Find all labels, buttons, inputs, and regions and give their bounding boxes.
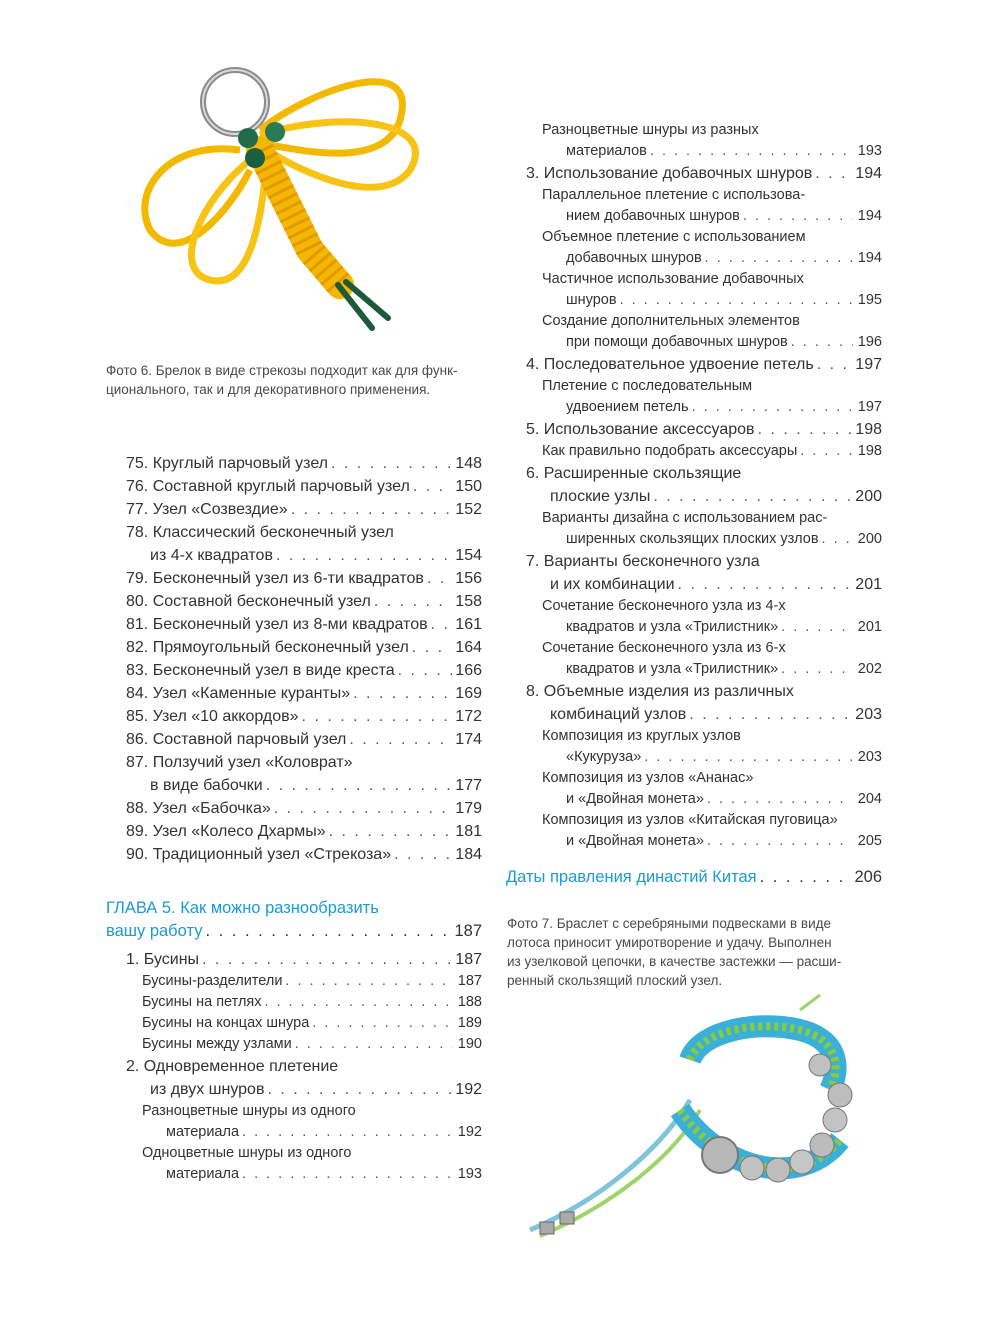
toc-entry-title: Разноцветные шнуры из одного bbox=[142, 1103, 356, 1119]
toc-entry[interactable] bbox=[526, 353, 882, 376]
toc-entry-title-cont: в виде бабочки bbox=[150, 777, 263, 794]
toc-entry-page: 196 bbox=[857, 334, 882, 350]
toc-entry-page: 190 bbox=[457, 1036, 482, 1052]
toc-entry[interactable] bbox=[126, 475, 482, 498]
toc-entry-page: 193 bbox=[457, 1166, 482, 1182]
toc-entry[interactable] bbox=[526, 768, 882, 810]
toc-entry-page: 197 bbox=[857, 399, 882, 415]
toc-entry[interactable] bbox=[126, 1013, 482, 1034]
toc-entry-title-cont: материала bbox=[166, 1166, 240, 1182]
toc-entry-page: 189 bbox=[457, 1015, 482, 1031]
toc-entry-page: 194 bbox=[857, 250, 882, 266]
toc-entry-page: 187 bbox=[457, 973, 482, 989]
toc-entry-title: Разноцветные шнуры из разных bbox=[542, 122, 759, 138]
toc-entry-title-cont: материала bbox=[166, 1124, 240, 1140]
toc-entry-page: 201 bbox=[855, 576, 882, 593]
toc-entry[interactable] bbox=[526, 418, 882, 441]
toc-entry-title: 5. Использование аксессуаров bbox=[526, 421, 755, 438]
toc-entry[interactable] bbox=[126, 659, 482, 682]
toc-entry-title: Сочетание бесконечного узла из 4-х bbox=[542, 598, 786, 614]
toc-entry[interactable] bbox=[526, 680, 882, 726]
toc-entry[interactable] bbox=[526, 269, 882, 311]
left-toc-chapter5 bbox=[126, 948, 482, 1185]
toc-entry[interactable] bbox=[126, 843, 482, 866]
right-toc bbox=[526, 120, 882, 852]
toc-entry-page: 179 bbox=[455, 800, 482, 817]
toc-entry[interactable] bbox=[126, 1055, 482, 1101]
chapter5-page: 187 bbox=[454, 922, 482, 940]
toc-entry[interactable] bbox=[526, 162, 882, 185]
toc-entry-title: 81. Бесконечный узел из 8-ми квадратов bbox=[126, 616, 428, 633]
toc-entry[interactable] bbox=[126, 820, 482, 843]
toc-entry-title: 82. Прямоугольный бесконечный узел bbox=[126, 639, 409, 656]
toc-entry-page: 152 bbox=[455, 501, 482, 518]
toc-entry-title: 75. Круглый парчовый узел bbox=[126, 455, 329, 472]
toc-entry-page: 192 bbox=[455, 1081, 482, 1098]
toc-entry-page: 169 bbox=[455, 685, 482, 702]
dynasties-entry[interactable] bbox=[506, 866, 882, 889]
toc-entry-title-cont: квадратов и узла «Трилистник» bbox=[566, 661, 779, 677]
toc-entry-page: 174 bbox=[455, 731, 482, 748]
toc-entry-title-cont: из 4-х квадратов bbox=[150, 547, 273, 564]
toc-entry[interactable] bbox=[126, 613, 482, 636]
toc-entry-page: 177 bbox=[455, 777, 482, 794]
toc-entry-page: 203 bbox=[857, 749, 882, 765]
toc-entry-title: 2. Одновременное плетение bbox=[126, 1058, 339, 1075]
toc-entry[interactable] bbox=[526, 227, 882, 269]
toc-entry-title: Объемное плетение с использованием bbox=[542, 229, 806, 245]
toc-entry-page: 202 bbox=[857, 661, 882, 677]
toc-entry-title-cont: шнуров bbox=[566, 292, 617, 308]
toc-entry[interactable] bbox=[126, 498, 482, 521]
toc-entry[interactable] bbox=[526, 462, 882, 508]
toc-entry-title-cont: комбинаций узлов bbox=[550, 706, 687, 723]
toc-entry-title: 77. Узел «Созвездие» bbox=[126, 501, 288, 518]
toc-entry-title: Бусины-разделители bbox=[142, 973, 283, 989]
toc-entry-title: Варианты дизайна с использованием рас- bbox=[542, 510, 828, 526]
toc-entry-title: 78. Классический бесконечный узел bbox=[126, 524, 394, 541]
toc-entry-title: Одноцветные шнуры из одного bbox=[142, 1145, 352, 1161]
toc-entry-title: 84. Узел «Каменные куранты» bbox=[126, 685, 351, 702]
photo6-caption: Фото 6. Брелок в виде стрекозы подходит как для функ- ционального, так и для декоративного применения. bbox=[106, 363, 458, 397]
toc-entry-title: Композиция из узлов «Ананас» bbox=[542, 770, 754, 786]
toc-entry[interactable] bbox=[126, 636, 482, 659]
chapter5-title-line1: ГЛАВА 5. Как можно разнообразить bbox=[106, 899, 379, 917]
toc-entry-page: 203 bbox=[855, 706, 882, 723]
toc-entry-title: Параллельное плетение с использова- bbox=[542, 187, 806, 203]
toc-entry-title: 83. Бесконечный узел в виде креста bbox=[126, 662, 395, 679]
toc-entry-title: 88. Узел «Бабочка» bbox=[126, 800, 271, 817]
toc-entry-title: 86. Составной парчовый узел bbox=[126, 731, 347, 748]
toc-entry[interactable] bbox=[126, 1143, 482, 1185]
toc-entry-title-cont: и «Двойная монета» bbox=[566, 791, 704, 807]
toc-entry-title: 90. Традиционный узел «Стрекоза» bbox=[126, 846, 392, 863]
toc-entry[interactable] bbox=[526, 810, 882, 852]
toc-entry-title-cont: и их комбинации bbox=[550, 576, 675, 593]
dynasties-page: 206 bbox=[854, 868, 882, 886]
toc-entry-page: 166 bbox=[455, 662, 482, 679]
toc-entry[interactable] bbox=[126, 682, 482, 705]
toc-entry[interactable] bbox=[126, 705, 482, 728]
toc-entry-page: 187 bbox=[455, 951, 482, 968]
toc-entry-title: 8. Объемные изделия из различных bbox=[526, 683, 794, 700]
toc-entry-title: Как правильно подобрать аксессуары bbox=[542, 443, 798, 459]
toc-entry-title: Композиция из узлов «Китайская пуговица» bbox=[542, 812, 838, 828]
toc-entry[interactable] bbox=[126, 971, 482, 992]
toc-entry[interactable] bbox=[126, 567, 482, 590]
toc-entry[interactable] bbox=[126, 1034, 482, 1055]
toc-entry-page: 193 bbox=[857, 143, 882, 159]
toc-entry-title: Бусины на петлях bbox=[142, 994, 262, 1010]
toc-entry-title: 3. Использование добавочных шнуров bbox=[526, 165, 813, 182]
toc-entry-title: 6. Расширенные скользящие bbox=[526, 465, 742, 482]
toc-entry[interactable] bbox=[126, 797, 482, 820]
toc-entry-title-cont: ширенных скользящих плоских узлов bbox=[566, 531, 819, 547]
chapter5-heading[interactable] bbox=[106, 897, 482, 943]
toc-entry-title: Бусины на концах шнура bbox=[142, 1015, 310, 1031]
toc-entry-page: 198 bbox=[855, 421, 882, 438]
toc-entry-page: 161 bbox=[455, 616, 482, 633]
toc-entry-title-cont: из двух шнуров bbox=[150, 1081, 265, 1098]
toc-entry-title: Создание дополнительных элементов bbox=[542, 313, 800, 329]
toc-entry[interactable] bbox=[526, 638, 882, 680]
toc-entry[interactable] bbox=[526, 726, 882, 768]
toc-entry-page: 148 bbox=[455, 455, 482, 472]
toc-entry-title-cont: и «Двойная монета» bbox=[566, 833, 704, 849]
toc-entry-title-cont: «Кукуруза» bbox=[566, 749, 642, 765]
toc-entry[interactable] bbox=[526, 596, 882, 638]
toc-entry-title: Сочетание бесконечного узла из 6-х bbox=[542, 640, 786, 656]
toc-entry-page: 158 bbox=[455, 593, 482, 610]
toc-entry-page: 204 bbox=[857, 791, 882, 807]
toc-entry[interactable] bbox=[126, 521, 482, 567]
toc-entry[interactable] bbox=[126, 992, 482, 1013]
toc-entry[interactable] bbox=[126, 590, 482, 613]
toc-entry-page: 205 bbox=[857, 833, 882, 849]
toc-entry-page: 200 bbox=[857, 531, 882, 547]
toc-entry-page: 150 bbox=[455, 478, 482, 495]
toc-entry-title-cont: добавочных шнуров bbox=[566, 250, 702, 266]
toc-entry-title: 85. Узел «10 аккордов» bbox=[126, 708, 299, 725]
toc-entry-page: 194 bbox=[857, 208, 882, 224]
toc-entry-page: 156 bbox=[455, 570, 482, 587]
toc-entry-page: 154 bbox=[455, 547, 482, 564]
lotus-bracelet-photo bbox=[520, 990, 900, 1250]
toc-entry-title-cont: материалов bbox=[566, 143, 647, 159]
photo7-caption: Фото 7. Браслет с серебряными подвесками в виде лотоса приносит умиротворение и удачу. Выполнен из узелковой цепочки, в качестве застежки — расши- ренный скользящий плоский узел. bbox=[507, 916, 842, 988]
toc-entry[interactable] bbox=[126, 452, 482, 475]
chapter5-title-line2: вашу работу bbox=[106, 922, 203, 940]
dragonfly-keychain-photo bbox=[110, 60, 490, 360]
toc-entry-page: 200 bbox=[855, 488, 882, 505]
toc-entry[interactable] bbox=[526, 311, 882, 353]
dynasties-title: Даты правления династий Китая bbox=[506, 868, 757, 886]
toc-entry-page: 201 bbox=[857, 619, 882, 635]
toc-entry-title-cont: квадратов и узла «Трилистник» bbox=[566, 619, 779, 635]
toc-entry-title: Плетение с последовательным bbox=[542, 378, 753, 394]
toc-entry-title: 87. Ползучий узел «Коловрат» bbox=[126, 754, 353, 771]
toc-entry[interactable] bbox=[126, 728, 482, 751]
toc-entry[interactable] bbox=[526, 550, 882, 596]
toc-entry-title: 79. Бесконечный узел из 6-ти квадратов bbox=[126, 570, 424, 587]
toc-entry-title-cont: при помощи добавочных шнуров bbox=[566, 334, 788, 350]
toc-entry[interactable] bbox=[126, 948, 482, 971]
toc-entry[interactable] bbox=[526, 120, 882, 162]
toc-entry-page: 184 bbox=[455, 846, 482, 863]
toc-entry[interactable] bbox=[526, 441, 882, 462]
toc-entry[interactable] bbox=[526, 508, 882, 550]
toc-entry-page: 198 bbox=[857, 443, 882, 459]
toc-entry-page: 192 bbox=[457, 1124, 482, 1140]
toc-entry-page: 188 bbox=[457, 994, 482, 1010]
toc-entry[interactable] bbox=[526, 185, 882, 227]
left-toc bbox=[126, 452, 482, 866]
toc-entry-title: 80. Составной бесконечный узел bbox=[126, 593, 371, 610]
toc-entry[interactable] bbox=[126, 751, 482, 797]
toc-entry[interactable] bbox=[526, 376, 882, 418]
toc-entry-title: 4. Последовательное удвоение петель bbox=[526, 356, 814, 373]
toc-entry-title: 1. Бусины bbox=[126, 951, 200, 968]
toc-entry-title-cont: плоские узлы bbox=[550, 488, 651, 505]
toc-entry-page: 172 bbox=[455, 708, 482, 725]
toc-entry-title-cont: нием добавочных шнуров bbox=[566, 208, 740, 224]
toc-entry-page: 181 bbox=[455, 823, 482, 840]
toc-entry-page: 194 bbox=[855, 165, 882, 182]
toc-entry-title: Бусины между узлами bbox=[142, 1036, 292, 1052]
toc-entry-title: Композиция из круглых узлов bbox=[542, 728, 741, 744]
toc-entry-page: 197 bbox=[855, 356, 882, 373]
toc-entry-title-cont: удвоением петель bbox=[566, 399, 689, 415]
toc-entry-title: 76. Составной круглый парчовый узел bbox=[126, 478, 410, 495]
toc-entry[interactable] bbox=[126, 1101, 482, 1143]
toc-entry-page: 164 bbox=[455, 639, 482, 656]
toc-entry-title: Частичное использование добавочных bbox=[542, 271, 804, 287]
toc-entry-title: 7. Варианты бесконечного узла bbox=[526, 553, 760, 570]
toc-entry-page: 195 bbox=[857, 292, 882, 308]
toc-entry-title: 89. Узел «Колесо Дхармы» bbox=[126, 823, 326, 840]
